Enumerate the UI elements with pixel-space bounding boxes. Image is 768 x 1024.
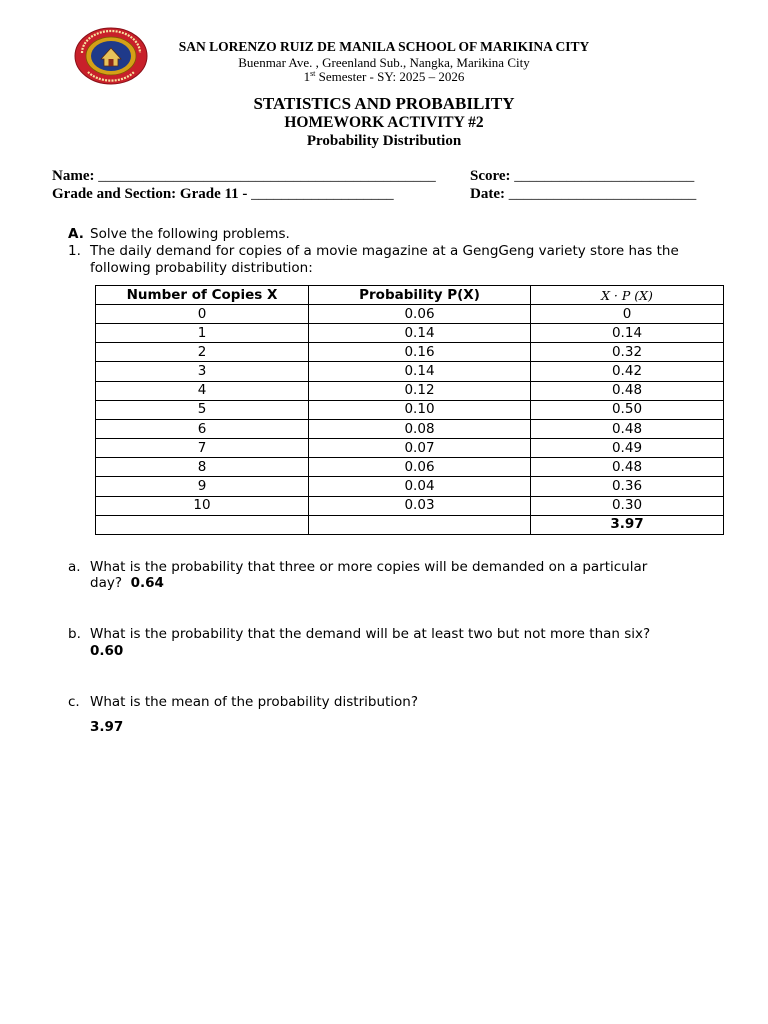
table-total-row [96, 515, 724, 534]
score-label: Score: [470, 168, 511, 184]
name-blank[interactable]: _____________________________________________ [98, 168, 436, 184]
cell-xp: 0.48 [531, 419, 724, 438]
cell-x: 9 [96, 477, 309, 496]
cell-xp: 0.36 [531, 477, 724, 496]
cell-x: 5 [96, 400, 309, 419]
cell-xp: 0.30 [531, 496, 724, 515]
date-label: Date: [470, 186, 505, 202]
table-row [96, 343, 724, 362]
score-field[interactable] [470, 167, 694, 185]
question-b-text: What is the probability that the demand will be at least two but not more than six? [90, 626, 651, 642]
answer-b: 0.60 [90, 643, 124, 659]
cell-p: 0.07 [309, 439, 531, 458]
total-cell-xp: 3.97 [531, 515, 724, 534]
header-probability: Probability P(X) [309, 286, 531, 305]
cell-x: 1 [96, 324, 309, 343]
section-instruction: Solve the following problems. [90, 226, 290, 242]
table-row [96, 458, 724, 477]
section-letter: A. [68, 226, 84, 242]
cell-x: 3 [96, 362, 309, 381]
cell-p: 0.14 [309, 324, 531, 343]
subject-title: STATISTICS AND PROBABILITY [253, 94, 515, 113]
table-row [96, 324, 724, 343]
cell-p: 0.10 [309, 400, 531, 419]
cell-xp: 0.48 [531, 381, 724, 400]
semester-text: Semester - SY: 2025 – 2026 [315, 69, 465, 84]
table-row [96, 305, 724, 324]
cell-xp: 0.49 [531, 439, 724, 458]
answer-a: 0.64 [130, 575, 164, 591]
cell-xp: 0.50 [531, 400, 724, 419]
cell-xp: 0.32 [531, 343, 724, 362]
question-a-line2 [90, 575, 164, 592]
cell-p: 0.03 [309, 496, 531, 515]
activity-title: HOMEWORK ACTIVITY #2 [284, 114, 484, 131]
cell-p: 0.14 [309, 362, 531, 381]
cell-x: 10 [96, 496, 309, 515]
topic-title: Probability Distribution [306, 133, 462, 149]
question-c-letter: c. [68, 694, 80, 710]
total-cell-p [309, 515, 531, 534]
score-blank[interactable]: ________________________ [514, 168, 695, 184]
answer-c: 3.97 [90, 719, 124, 735]
cell-p: 0.08 [309, 419, 531, 438]
cell-xp: 0.14 [531, 324, 724, 343]
table-row [96, 419, 724, 438]
cell-p: 0.16 [309, 343, 531, 362]
problem-number: 1. [68, 243, 81, 259]
school-logo [74, 27, 148, 85]
semester-ordinal: st [310, 69, 316, 78]
grade-section-label: Grade and Section: Grade 11 - [52, 186, 248, 202]
header-copies: Number of Copies X [96, 286, 309, 305]
grade-section-field[interactable] [52, 185, 394, 203]
cell-x: 2 [96, 343, 309, 362]
table-row [96, 362, 724, 381]
cell-x: 4 [96, 381, 309, 400]
cell-p: 0.04 [309, 477, 531, 496]
cell-p: 0.12 [309, 381, 531, 400]
question-a-letter: a. [68, 559, 81, 575]
table-row [96, 496, 724, 515]
problem-text: The daily demand for copies of a movie magazine at a GengGeng variety store has the following probability distribution: [90, 243, 679, 276]
total-cell-x [96, 515, 309, 534]
cell-xp: 0.48 [531, 458, 724, 477]
question-c-text: What is the mean of the probability distribution? [90, 694, 419, 710]
cell-x: 0 [96, 305, 309, 324]
date-field[interactable] [470, 185, 696, 203]
cell-xp: 0 [531, 305, 724, 324]
question-a-line1: What is the probability that three or more copies will be demanded on a particular [90, 559, 648, 575]
header-x-times-p: X · P (X) [531, 286, 724, 305]
question-a-line2-text: day? [90, 575, 122, 591]
cell-p: 0.06 [309, 458, 531, 477]
school-address: Buenmar Ave. , Greenland Sub., Nangka, Marikina City [238, 55, 530, 70]
school-semester [150, 69, 618, 84]
semester-number: 1 [303, 69, 311, 84]
cell-xp: 0.42 [531, 362, 724, 381]
grade-section-blank[interactable]: ___________________ [251, 186, 394, 202]
cell-p: 0.06 [309, 305, 531, 324]
date-blank[interactable]: _________________________ [508, 186, 697, 202]
table-row [96, 381, 724, 400]
cell-x: 7 [96, 439, 309, 458]
name-field[interactable] [52, 167, 436, 185]
probability-distribution-table [95, 285, 724, 535]
table-header-row [96, 286, 724, 305]
logo-door [109, 59, 114, 66]
cell-x: 6 [96, 419, 309, 438]
table-row [96, 477, 724, 496]
table-row [96, 400, 724, 419]
table-row [96, 439, 724, 458]
question-b-letter: b. [68, 626, 81, 642]
name-label: Name: [52, 168, 95, 184]
school-name: SAN LORENZO RUIZ DE MANILA SCHOOL OF MARIKINA CITY [178, 39, 590, 54]
cell-x: 8 [96, 458, 309, 477]
